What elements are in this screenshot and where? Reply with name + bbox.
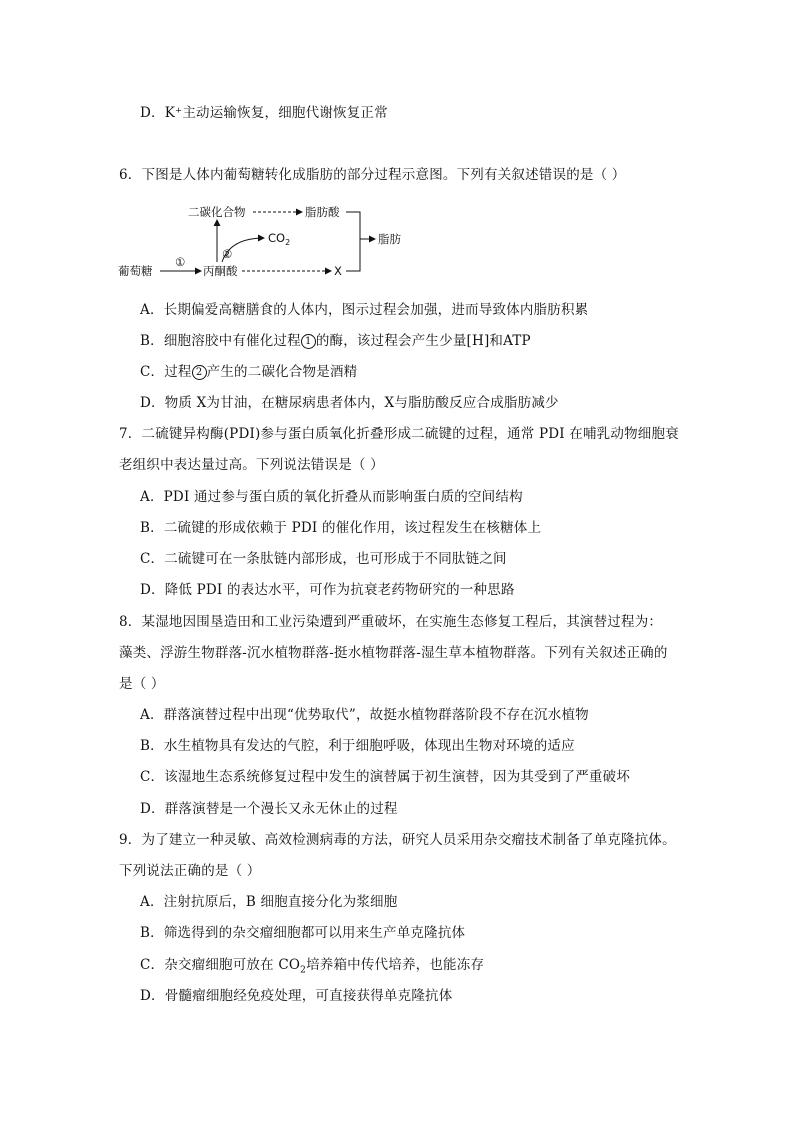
q6-stem: 6．下图是人体内葡萄糖转化成脂肪的部分过程示意图。下列有关叙述错误的是（ ） (119, 167, 626, 183)
label-fattyacid: 脂肪酸 (305, 205, 340, 219)
q9-option-b: B．筛选得到的杂交瘤细胞都可以用来生产单克隆抗体 (140, 925, 466, 941)
circled-one: 1 (301, 334, 316, 349)
q8-option-d: D．群落演替是一个漫长又永无休止的过程 (140, 801, 398, 817)
label-pyruvate: 丙酮酸 (203, 264, 238, 278)
label-co2: $CO_2$ (268, 231, 291, 247)
label-step2: ② (222, 247, 233, 261)
label-twocarbon: 二碳化合物 (188, 205, 246, 219)
q7-option-b: B．二硫键的形成依赖于 PDI 的催化作用，该过程发生在核糖体上 (140, 520, 542, 536)
q7-stem-line1: 7．二硫键异构酶(PDI)参与蛋白质氧化折叠形成二硫键的过程，通常 PDI 在哺乳动物细胞衰 (119, 426, 679, 442)
q9-stem-line2: 下列说法正确的是（ ） (119, 863, 261, 879)
q8-option-a: A．群落演替过程中出现“优势取代”，故挺水植物群落阶段不存在沉水植物 (140, 707, 589, 723)
q7-option-d: D．降低 PDI 的表达水平，可作为抗衰老药物研究的一种思路 (140, 582, 515, 598)
q6-option-b: B．细胞溶胶中有催化过程 1 的酶，该过程会产生少量[H]和ATP (140, 333, 531, 349)
label-fat: 脂肪 (378, 232, 401, 246)
q9-option-a: A．注射抗原后，B 细胞直接分化为浆细胞 (140, 894, 398, 910)
q7-option-c: C．二硫键可在一条肽链内部形成，也可形成于不同肽链之间 (140, 551, 507, 567)
label-step1: ① (175, 255, 186, 269)
q9-option-d: D．骨髓瘤细胞经免疫处理，可直接获得单克隆抗体 (140, 988, 453, 1004)
label-glucose: 葡萄糖 (118, 264, 153, 278)
q6-option-a: A．长期偏爱高糖膳食的人体内，图示过程会加强，进而导致体内脂肪积累 (140, 302, 589, 318)
q9-stem-line1: 9．为了建立一种灵敏、高效检测病毒的方法，研究人员采用杂交瘤技术制备了单克隆抗体。 (119, 832, 676, 848)
bracket-to-fat (346, 212, 360, 271)
circled-two: 2 (192, 365, 207, 380)
q8-option-c: C．该湿地生态系统修复过程中发生的演替属于初生演替，因为其受到了严重破坏 (140, 769, 631, 785)
q8-stem-line3: 是（ ） (119, 676, 165, 692)
q7-option-a: A．PDI 通过参与蛋白质的氧化折叠从而影响蛋白质的空间结构 (140, 489, 523, 505)
glucose-to-fat-diagram (118, 196, 401, 290)
q6-option-d: D．物质 X为甘油，在糖尿病患者体内，X与脂肪酸反应合成脂肪减少 (140, 395, 559, 411)
q5-option-d: D．K⁺主动运输恢复，细胞代谢恢复正常 (140, 105, 388, 121)
q6-option-c: C．过程 2 产生的二碳化合物是酒精 (140, 364, 358, 380)
q8-stem-line1: 8．某湿地因围垦造田和工业污染遭到严重破坏，在实施生态修复工程后，其演替过程为： (119, 614, 663, 630)
label-x: X (334, 264, 342, 278)
q9-option-c: C．杂交瘤细胞可放在 $CO_2$培养箱中传代培养，也能冻存 (140, 957, 485, 976)
q8-stem-line2: 藻类、浮游生物群落-沉水植物群落-挺水植物群落-湿生草本植物群落。下列有关叙述正确的 (119, 645, 668, 661)
q7-stem-line2: 老组织中表达量过高。下列说法错误是（ ） (119, 457, 384, 473)
q8-option-b: B．水生植物具有发达的气腔，利于细胞呼吸，体现出生物对环境的适应 (140, 738, 575, 754)
